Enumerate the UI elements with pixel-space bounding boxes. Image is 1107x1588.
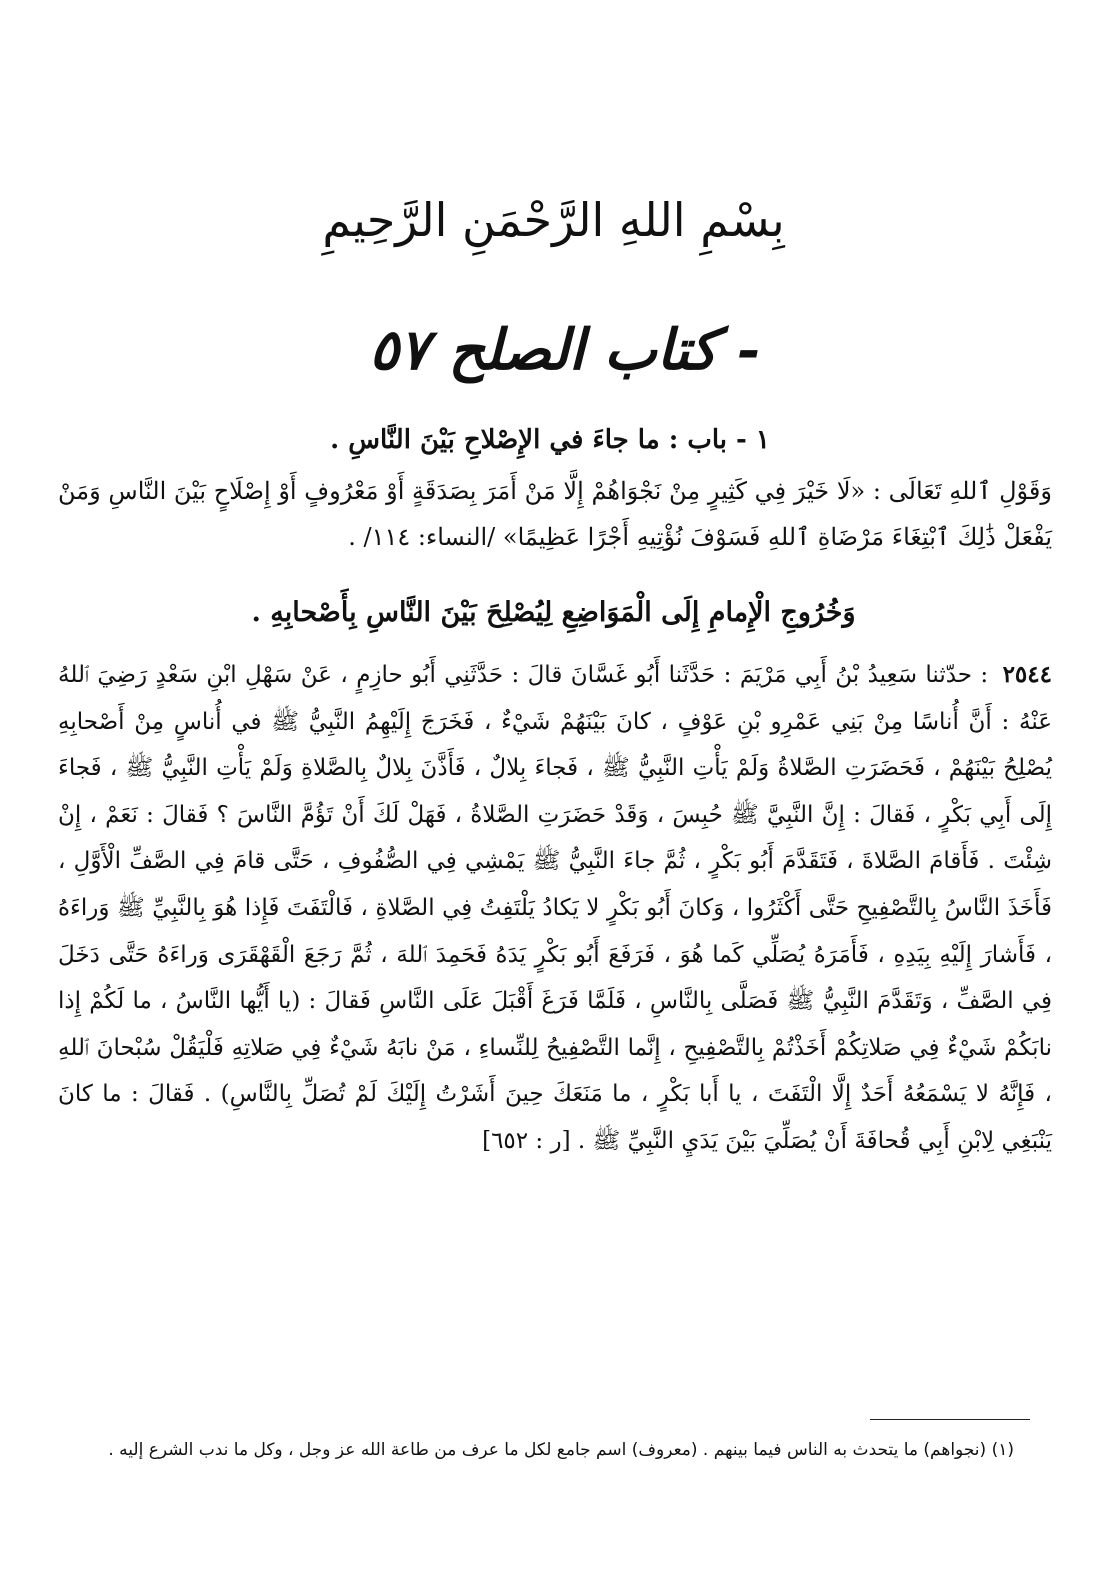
- section-subheading: وَخُرُوجِ الْإِمامِ إِلَى الْمَوَاضِعِ لِيُصْلِحَ بَيْنَ النَّاسِ بِأَصْحابِهِ .: [251, 597, 856, 628]
- hadith-text: : حدّثنا سَعِيدُ بْنُ أَبِي مَرْيَمَ : حَدَّثَنا أَبُو غَسَّانَ قالَ : حَدَّثَنِي أَبُو حازِمٍ ، عَنْ سَهْلِ ابْنِ سَعْدٍ رَضِيَ ٱللهُ عَنْهُ : أَنَّ أُناسًا مِنْ بَنِي عَمْرِو بْنِ عَوْفٍ ، كانَ بَيْنَهُمْ شَيْءٌ ، فَخَرَجَ إِلَيْهِمُ النَّبِيُّ ﷺ في أُناسٍ مِنْ أَصْحابِهِ يُصْلِحُ بَيْنَهُمْ ، فَحَضَرَتِ الصَّلاةُ وَلَمْ يَأْتِ النَّبِيُّ ﷺ ، فَجاءَ بِلالٌ ، فَأَذَّنَ بِلالٌ بِالصَّلاةِ وَلَمْ يَأْتِ النَّبِيُّ ﷺ ، فَجاءَ إِلَى أَبِي بَكْرٍ ، فَقالَ : إِنَّ النَّبِيَّ ﷺ حُبِسَ ، وَقَدْ حَضَرَتِ الصَّلاةُ ، فَهَلْ لَكَ أَنْ تَؤُمَّ النَّاسَ ؟ فَقالَ : نَعَمْ ، إِنْ شِئْتَ . فَأَقامَ الصَّلاةَ ، فَتَقَدَّمَ أَبُو بَكْرٍ ، ثُمَّ جاءَ النَّبِيُّ ﷺ يَمْشِي فِي الصُّفُوفِ ، حَتَّى قامَ فِي الصَّفِّ الْأَوَّلِ ، فَأَخَذَ النَّاسُ بِالتَّصْفِيحِ حَتَّى أَكْثَرُوا ، وَكانَ أَبُو بَكْرٍ لا يَكادُ يَلْتَفِتُ فِي الصَّلاةِ ، فَالْتَفَتَ فَإِذا هُوَ بِالنَّبِيِّ ﷺ وَراءَهُ ، فَأَشارَ إِلَيْهِ بِيَدِهِ ، فَأَمَرَهُ يُصَلِّي كَما هُوَ ، فَرَفَعَ أَبُو بَكْرٍ يَدَهُ فَحَمِدَ ٱللهَ ، ثُمَّ رَجَعَ الْقَهْقَرَى وَراءَهُ حَتَّى دَخَلَ فِي الصَّفِّ ، وَتَقَدَّمَ النَّبِيُّ ﷺ فَصَلَّى بِالنَّاسِ ، فَلَمَّا فَرَغَ أَقْبَلَ عَلَى النَّاسِ فَقالَ : (يا أَيُّها النَّاسُ ، ما لَكُمْ إِذا نابَكُمْ شَيْءٌ فِي صَلاتِكُمْ أَخَذْتُمْ بِالتَّصْفِيحِ ، إِنَّما التَّصْفِيحُ لِلنِّساءِ ، مَنْ نابَهُ شَيْءٌ فِي صَلاتِهِ فَلْيَقُلْ سُبْحانَ ٱللهِ ، فَإِنَّهُ لا يَسْمَعُهُ أَحَدٌ إِلَّا الْتَفَتَ ، يا أَبا بَكْرٍ ، ما مَنَعَكَ حِينَ أَشَرْتُ إِلَيْكَ لَمْ تُصَلِّ بِالنَّاسِ) . فَقالَ : ما كانَ يَنْبَغِي لِابْنِ أَبِي قُحافَةَ أَنْ يُصَلِّيَ بَيْنَ يَدَيِ النَّبِيِّ ﷺ . [ر : ٦٥٢]: [58, 662, 1052, 1154]
- book-number: ٥٧ -: [368, 317, 761, 383]
- book-title-text: كتاب الصلح: [448, 317, 718, 383]
- hadith-paragraph: [58, 652, 1052, 1165]
- chapter-title: ١ - باب : ما جاءَ في الإِصْلاحِ بَيْنَ النَّاسِ .: [330, 425, 770, 455]
- footnote: (١) (نجواهم) ما يتحدث به الناس فيما بينهم . (معروف) اسم جامع لكل ما عرف من طاعة الله عز وجل ، وكل ما ندب الشرع إليه .: [108, 1440, 1014, 1460]
- quran-verse-paragraph: وَقَوْلِ ٱللهِ تَعَالَى : «لَا خَيْرَ فِي كَثِيرٍ مِنْ نَجْوَاهُمْ إِلَّا مَنْ أَمَرَ بِصَدَقَةٍ أَوْ مَعْرُوفٍ أَوْ إِصْلَاحٍ بَيْنَ النَّاسِ وَمَنْ يَفْعَلْ ذَٰلِكَ ٱبْتِغَاءَ مَرْضَاةِ ٱللهِ فَسَوْفَ نُؤْتِيهِ أَجْرًا عَظِيمًا» /النساء: ١١٤/ .: [58, 477, 1052, 551]
- footnote-divider: [870, 1419, 1030, 1420]
- hadith-number: ٢٥٤٤: [1002, 661, 1052, 688]
- book-title: [0, 300, 1107, 400]
- basmala-calligraphy: بِسْمِ اللهِ الرَّحْمَنِ الرَّحِيمِ: [322, 193, 785, 247]
